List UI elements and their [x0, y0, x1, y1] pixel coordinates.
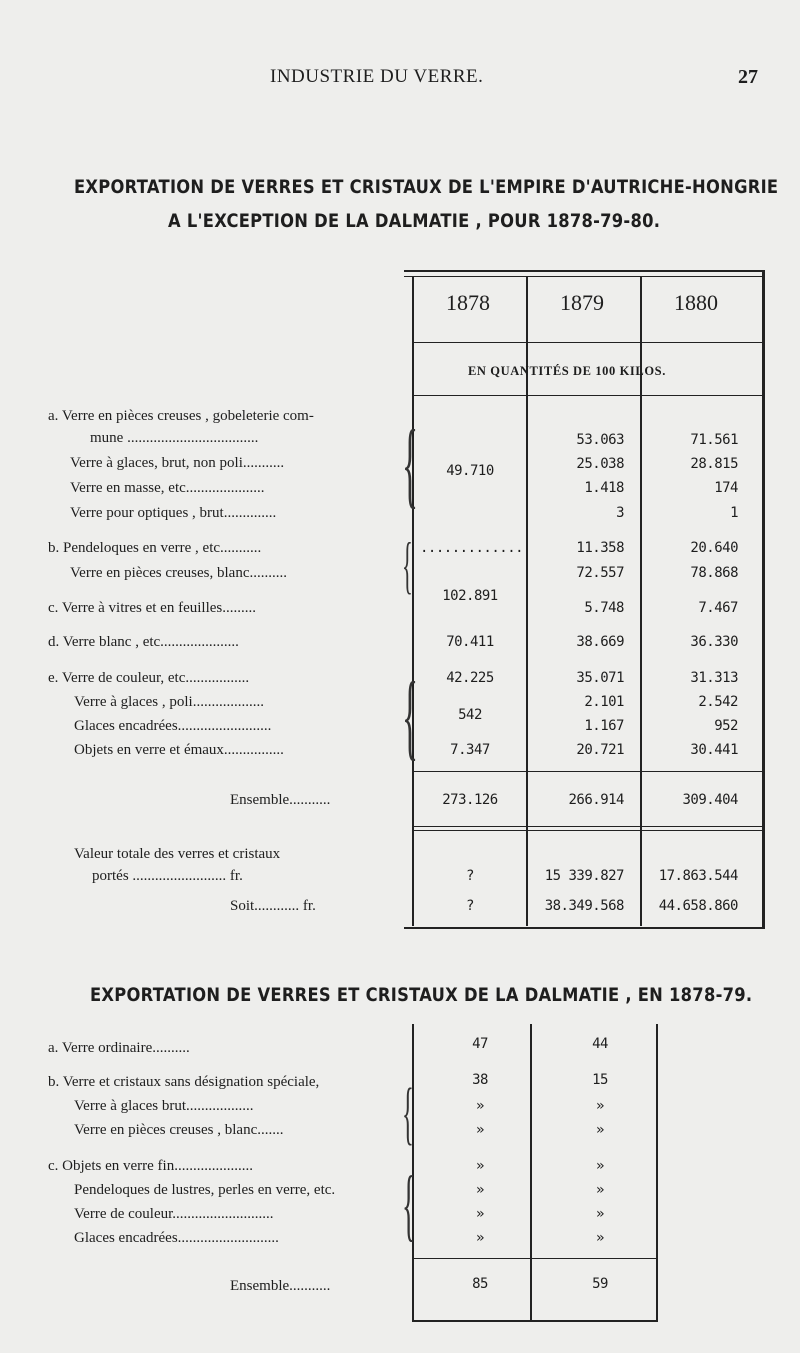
year-1880: 1880	[674, 290, 718, 315]
table-cell: 1.418	[584, 480, 624, 496]
table1-frame-inner-top	[404, 276, 764, 277]
table-cell: 309.404	[682, 792, 738, 808]
brace-group-e: {	[402, 662, 419, 769]
table-cell: 2.101	[584, 694, 624, 710]
table-row-label: c. Verre à vitres et en feuilles.........	[48, 600, 256, 616]
table-row-label: Verre en pièces creuses , blanc.......	[74, 1122, 284, 1138]
table-cell: 542	[458, 707, 482, 723]
table-row-label: a. Verre ordinaire..........	[48, 1040, 190, 1056]
table-cell: 25.038	[576, 456, 624, 472]
table-cell: .............	[420, 540, 524, 556]
table-row-label: b. Verre et cristaux sans désignation spéciale,	[48, 1074, 320, 1090]
table-row-label: Ensemble...........	[230, 1278, 331, 1294]
year-1878: 1878	[446, 290, 490, 315]
table-cell: »	[476, 1122, 484, 1138]
table1-title-line1: EXPORTATION DE VERRES ET CRISTAUX DE L'EMPIRE D'AUTRICHE-HONGRIE	[74, 176, 779, 198]
table1-year-rule	[412, 342, 762, 343]
table-cell: 49.710	[446, 463, 494, 479]
table-row-label: Soit............ fr.	[230, 898, 316, 914]
table-cell: 174	[714, 480, 738, 496]
table-cell: »	[476, 1206, 484, 1222]
table-row-label: Valeur totale des verres et cristaux	[74, 846, 281, 862]
table-row-label: Verre de couleur...........................	[74, 1206, 274, 1222]
table-row-label: portés ......................... fr.	[92, 868, 243, 884]
table-cell: 11.358	[576, 540, 624, 556]
brace-group-c2: {	[402, 1161, 416, 1249]
table-row-label: mune ...................................	[90, 430, 259, 446]
table-row-label: e. Verre de couleur, etc.................	[48, 670, 250, 686]
table2-col-divider-1	[530, 1024, 532, 1322]
table-cell: 38	[472, 1072, 488, 1088]
table-row-label: Glaces encadrées.........................	[74, 718, 272, 734]
table-cell: »	[596, 1182, 604, 1198]
table1-value-rule-b	[412, 830, 762, 831]
table-cell: »	[596, 1206, 604, 1222]
table-row-label: Verre en pièces creuses, blanc..........	[70, 565, 287, 581]
brace-group-b: {	[402, 529, 413, 600]
table-cell: 35.071	[576, 670, 624, 686]
table-cell: 266.914	[568, 792, 624, 808]
table1-sum-rule	[412, 771, 762, 772]
table-cell: 38.349.568	[544, 898, 624, 914]
brace-group-b2: {	[402, 1075, 414, 1152]
table-cell: 17.863.544	[658, 868, 738, 884]
table-cell: 53.063	[576, 432, 624, 448]
running-head: INDUSTRIE DU VERRE.	[270, 66, 484, 87]
table-cell: »	[476, 1158, 484, 1174]
table-cell: 71.561	[690, 432, 738, 448]
table-cell: 85	[472, 1276, 488, 1292]
table-cell: »	[596, 1098, 604, 1114]
table-cell: »	[476, 1182, 484, 1198]
table-cell: 7.347	[450, 742, 490, 758]
table-cell: 44.658.860	[658, 898, 738, 914]
year-1879: 1879	[560, 290, 604, 315]
table-cell: 20.721	[576, 742, 624, 758]
table-cell: »	[596, 1122, 604, 1138]
table-cell: ?	[466, 868, 474, 884]
brace-group-a: {	[402, 410, 419, 517]
table-cell: 44	[592, 1036, 608, 1052]
table-cell: 38.669	[576, 634, 624, 650]
table-cell: 273.126	[442, 792, 498, 808]
table2-col-divider-2	[656, 1024, 658, 1322]
table-row-label: Pendeloques de lustres, perles en verre, etc.	[74, 1182, 336, 1198]
table1-title-line2: A L'EXCEPTION DE LA DALMATIE , POUR 1878-79-80.	[168, 210, 661, 232]
table-cell: 2.542	[698, 694, 738, 710]
table-cell: 15	[592, 1072, 608, 1088]
table-row-label: Glaces encadrées...........................	[74, 1230, 279, 1246]
table-cell: »	[476, 1230, 484, 1246]
table-cell: 102.891	[442, 588, 498, 604]
page-number: 27	[738, 66, 758, 88]
table-cell: »	[476, 1098, 484, 1114]
table-row-label: Verre à glaces, brut, non poli...........	[70, 455, 285, 471]
table-cell: 31.313	[690, 670, 738, 686]
table-cell: 1.167	[584, 718, 624, 734]
table-cell: 3	[616, 505, 624, 521]
table-cell: 7.467	[698, 600, 738, 616]
table-row-label: a. Verre en pièces creuses , gobeleterie com-	[48, 408, 314, 424]
table1-value-rule-a	[412, 826, 762, 827]
table-cell: 59	[592, 1276, 608, 1292]
table-row-label: b. Pendeloques en verre , etc...........	[48, 540, 262, 556]
table2-title: EXPORTATION DE VERRES ET CRISTAUX DE LA DALMATIE , EN 1878-79.	[90, 984, 753, 1006]
table2-bottom-rule	[412, 1320, 658, 1322]
table-cell: 30.441	[690, 742, 738, 758]
unit-caption: EN QUANTITÉS DE 100 KILOS.	[468, 364, 666, 378]
table-row-label: Verre pour optiques , brut..............	[70, 505, 277, 521]
table-cell: 20.640	[690, 540, 738, 556]
table-cell: 28.815	[690, 456, 738, 472]
table-cell: 70.411	[446, 634, 494, 650]
table-cell: 47	[472, 1036, 488, 1052]
table-cell: 952	[714, 718, 738, 734]
table-cell: 72.557	[576, 565, 624, 581]
table-cell: »	[596, 1230, 604, 1246]
table-cell: 36.330	[690, 634, 738, 650]
table-cell: 42.225	[446, 670, 494, 686]
table-row-label: c. Objets en verre fin.....................	[48, 1158, 253, 1174]
table-row-label: Objets en verre et émaux................	[74, 742, 284, 758]
table-cell: 1	[730, 505, 738, 521]
table-cell: 78.868	[690, 565, 738, 581]
table-row-label: Verre à glaces , poli...................	[74, 694, 264, 710]
table-row-label: Verre à glaces brut..................	[74, 1098, 254, 1114]
table1-unit-rule	[412, 395, 762, 396]
table-cell: ?	[466, 898, 474, 914]
table-row-label: d. Verre blanc , etc.....................	[48, 634, 239, 650]
table2-sum-rule	[412, 1258, 658, 1259]
table-cell: 5.748	[584, 600, 624, 616]
table-cell: 15 339.827	[544, 868, 624, 884]
table-row-label: Verre en masse, etc.....................	[70, 480, 265, 496]
table-cell: »	[596, 1158, 604, 1174]
table-row-label: Ensemble...........	[230, 792, 331, 808]
